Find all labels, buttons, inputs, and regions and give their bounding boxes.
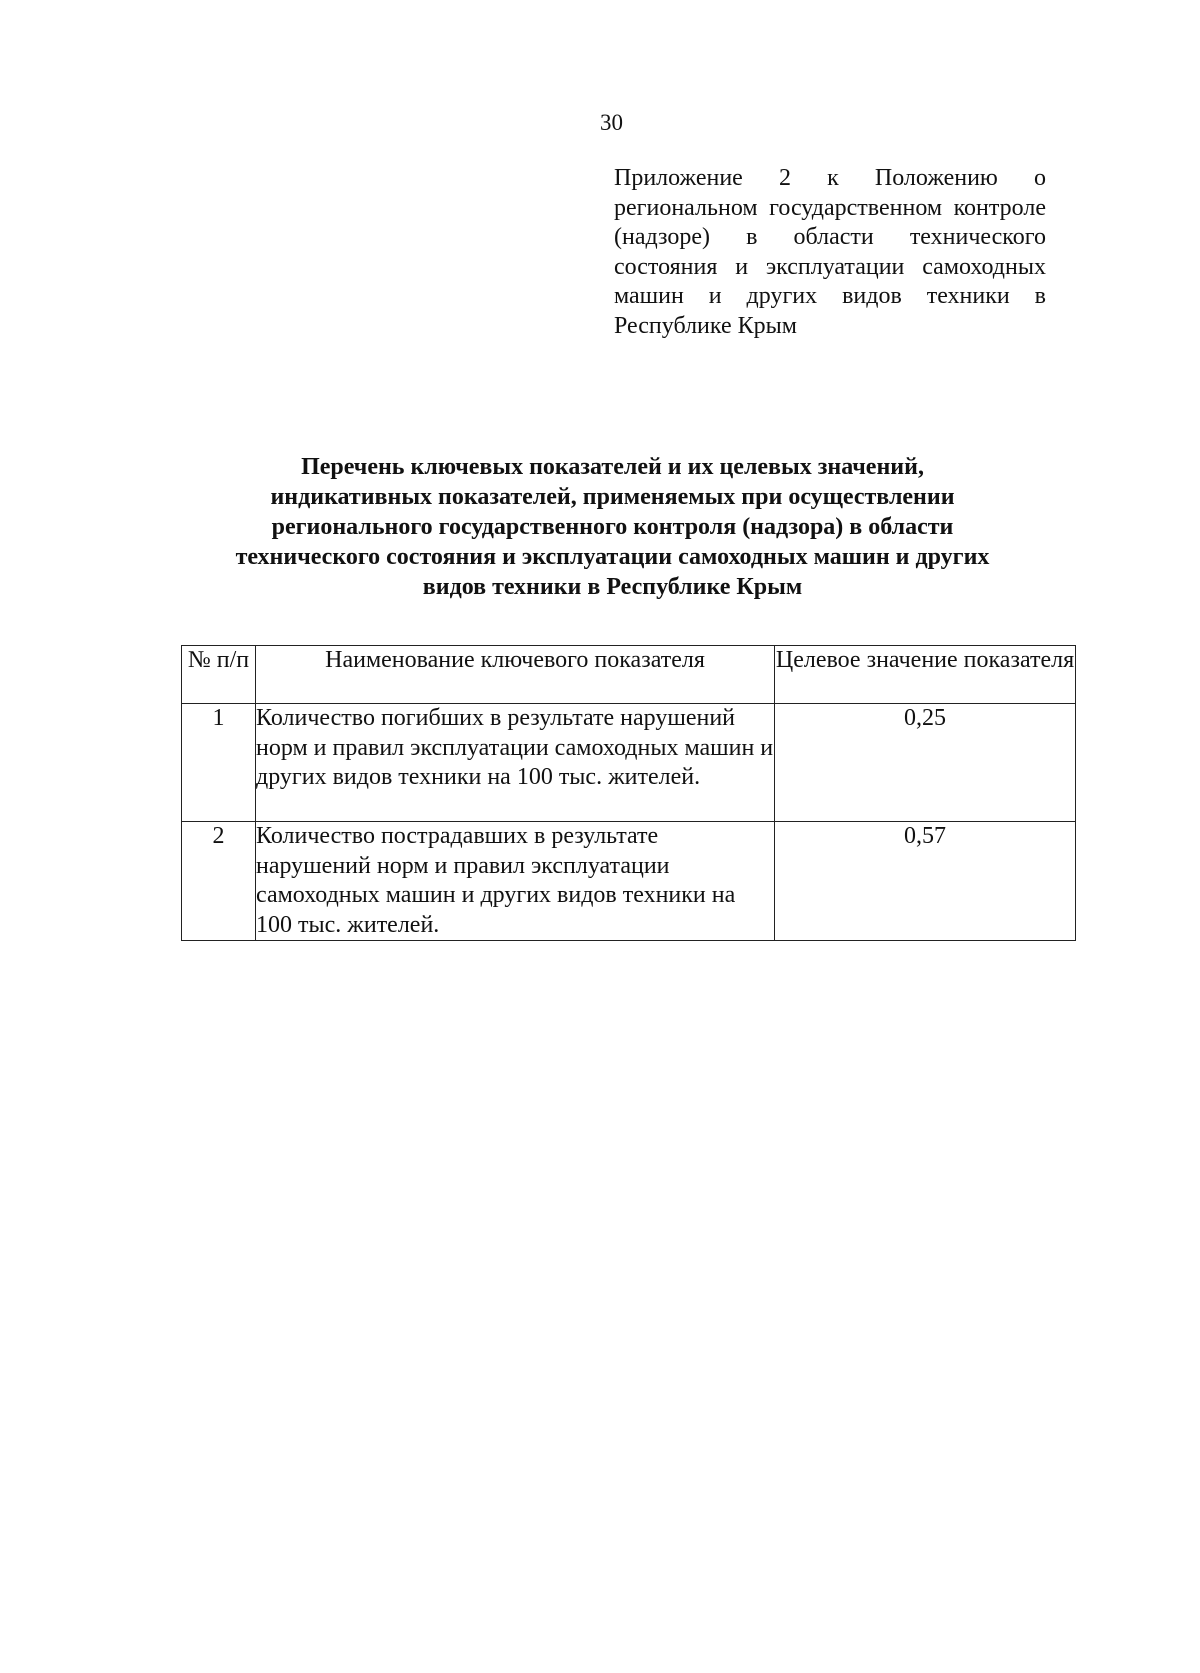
title-line: видов техники в Республике Крым — [422, 574, 803, 600]
header-number: № п/п — [182, 646, 256, 704]
indicator-name: Количество погибших в результате нарушений норм и правил эксплуатации самоходных машин и других видов техники на 100 тыс. жителей. — [256, 704, 775, 822]
title-line: регионального государственного контроля (надзора) в области — [271, 514, 954, 540]
target-value: 0,25 — [775, 704, 1076, 822]
table-header-row — [182, 646, 1076, 704]
table-row — [182, 704, 1076, 822]
header-target-value: Целевое значение показателя — [775, 646, 1076, 704]
table-row — [182, 822, 1076, 941]
indicators-table — [181, 645, 1076, 941]
header-indicator-name: Наименование ключевого показателя — [256, 646, 775, 704]
page-number: 30 — [600, 110, 623, 135]
title-line: индикативных показателей, применяемых при осуществлении — [270, 484, 955, 510]
title-line: Перечень ключевых показателей и их целевых значений, — [301, 454, 924, 480]
document-title — [195, 452, 1030, 602]
row-number: 1 — [182, 704, 256, 822]
target-value: 0,57 — [775, 822, 1076, 941]
indicator-name: Количество пострадавших в результате нарушений норм и правил эксплуатации самоходных машин и других видов техники на 100 тыс. жителей. — [256, 822, 775, 941]
title-line: технического состояния и эксплуатации самоходных машин и других — [235, 544, 990, 570]
row-number: 2 — [182, 822, 256, 941]
appendix-note: Приложение 2 к Положению о региональном государственном контроле (надзоре) в области технического состояния и эксплуатации самоходных машин и других видов техники в Республике Крым — [614, 165, 1046, 339]
